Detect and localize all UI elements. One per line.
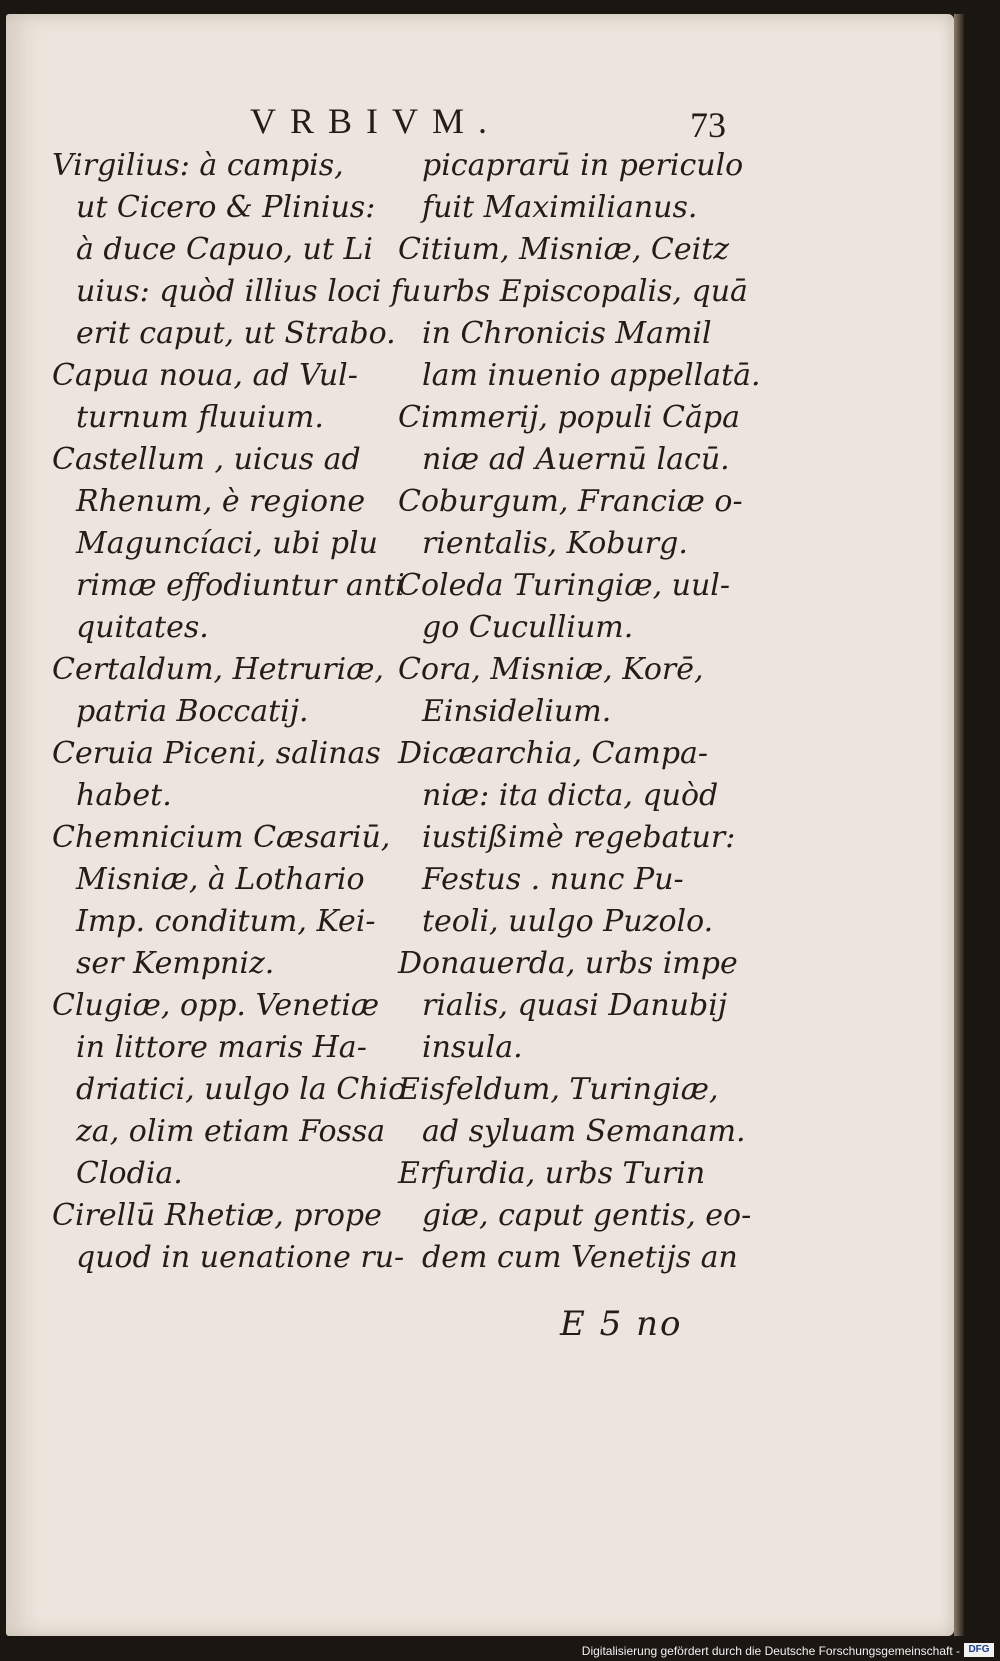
text-line: Imp. conditum, Kei- <box>76 904 376 939</box>
text-line: niæ: ita dicta, quòd <box>422 778 719 813</box>
text-line: Virgilius: à campis, <box>52 148 344 183</box>
text-line: Certaldum, Hetruriæ, <box>52 652 384 687</box>
text-line: in Chronicis Mamil <box>422 316 712 351</box>
text-line: teoli, uulgo Puzolo. <box>422 904 714 939</box>
text-line: quod in uenatione ru- <box>76 1240 405 1275</box>
text-line: fuit Maximilianus. <box>422 190 698 225</box>
text-line: Ceruia Piceni, salinas <box>52 736 381 771</box>
funding-credit: Digitalisierung gefördert durch die Deutsche Forschungsgemeinschaft - <box>581 1644 960 1658</box>
text-line: Erfurdia, urbs Turin <box>398 1156 706 1191</box>
text-line: Dicæarchia, Campa- <box>398 736 709 771</box>
text-line: Castellum , uicus ad <box>52 442 361 477</box>
text-line: driatici, uulgo la Chio <box>76 1072 407 1107</box>
text-line: Capua noua, ad Vul- <box>52 358 358 393</box>
text-line: Einsidelium. <box>422 694 612 729</box>
text-line: dem cum Venetijs an <box>422 1240 738 1275</box>
text-line: Donauerda, urbs impe <box>398 946 738 981</box>
text-line: uius: quòd illius loci fu <box>76 274 422 309</box>
text-line: habet. <box>76 778 172 813</box>
text-line: niæ ad Auernū lacū. <box>422 442 730 477</box>
text-line: turnum fluuium. <box>76 400 324 435</box>
text-line: giæ, caput gentis, eo- <box>422 1198 752 1233</box>
text-line: go Cucullium. <box>422 610 634 645</box>
page-number: 73 <box>690 105 726 145</box>
running-head: VRBIVM. <box>250 101 502 141</box>
text-line: Citium, Misniæ, Ceitz <box>398 232 730 267</box>
text-line: Rhenum, è regione <box>76 484 366 519</box>
text-line: za, olim etiam Fossa <box>76 1114 386 1149</box>
text-line: Cora, Misniæ, Korē, <box>398 652 704 687</box>
text-line: ad syluam Semanam. <box>422 1114 746 1149</box>
text-line: Festus . nunc Pu- <box>422 862 684 897</box>
page-edge <box>954 14 964 1636</box>
text-line: insula. <box>422 1030 523 1065</box>
text-line: Eisfeldum, Turingiæ, <box>398 1072 719 1107</box>
text-line: erit caput, ut Strabo. <box>76 316 396 351</box>
text-line: picaprarū in periculo <box>422 148 744 183</box>
text-line: ut Cicero & Plinius: <box>76 190 376 225</box>
text-line: Chemnicium Cæsariū, <box>52 820 391 855</box>
text-line: rientalis, Koburg. <box>422 526 688 561</box>
text-line: rimæ effodiuntur anti <box>76 568 405 603</box>
text-line: Coburgum, Franciæ o- <box>398 484 743 519</box>
dfg-logo: DFG <box>964 1643 994 1657</box>
text-line: urbs Episcopalis, quā <box>422 274 748 309</box>
text-line: Clodia. <box>76 1156 183 1191</box>
text-line: Clugiæ, opp. Venetiæ <box>52 988 380 1023</box>
text-line: rialis, quasi Danubij <box>422 988 728 1023</box>
text-line: patria Boccatij. <box>76 694 309 729</box>
text-line: quitates. <box>76 610 209 645</box>
text-line: in littore maris Ha- <box>76 1030 367 1065</box>
text-line: ser Kempniz. <box>76 946 275 981</box>
text-line: Cimmerij, populi Căpa <box>398 400 740 435</box>
text-line: iustißimè regebatur: <box>422 820 736 855</box>
text-line: Maguncíaci, ubi plu <box>76 526 378 561</box>
text-line: Cirellū Rhetiæ, prope <box>52 1198 382 1233</box>
text-line: Coleda Turingiæ, uul- <box>398 568 731 603</box>
text-line: à duce Capuo, ut Li <box>76 232 373 267</box>
catchword: E 5 no <box>560 1304 683 1344</box>
text-line: Misniæ, à Lothario <box>76 862 365 897</box>
text-line: lam inuenio appellatā. <box>422 358 761 393</box>
